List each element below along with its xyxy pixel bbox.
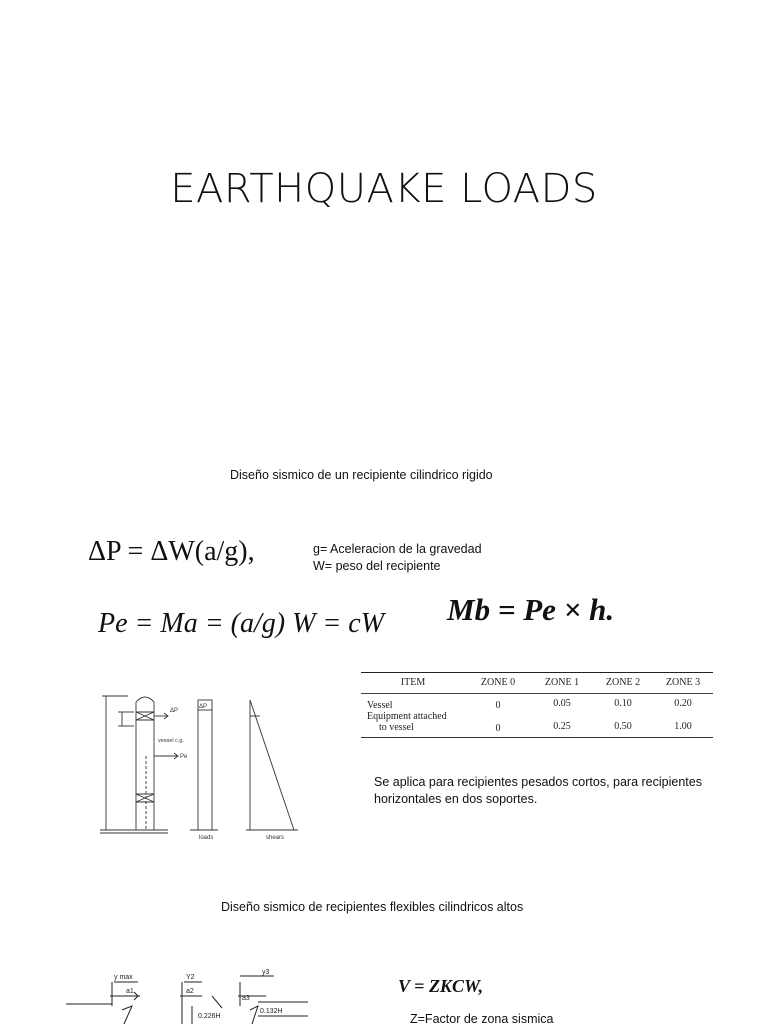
table-cell: 0.20 <box>674 698 692 709</box>
diagram-label-pe: Pe <box>180 754 188 760</box>
table-header-zone1: ZONE 1 <box>544 677 580 688</box>
diagram-label-shears: shears <box>266 835 285 841</box>
table-row <box>361 694 713 712</box>
table-row <box>361 711 713 738</box>
table-cell-item-line2: to vessel <box>379 722 414 733</box>
table-cell: 0 <box>495 723 501 734</box>
equation-delta-p: ΔP = ΔW(a/g), <box>88 536 255 567</box>
table-cell: 0.25 <box>553 721 571 732</box>
rigid-vessel-diagram <box>98 690 320 842</box>
z-factor-note: Z=Factor de zona sismica <box>410 1012 554 1026</box>
diagram-label: a3 <box>242 995 250 1002</box>
table-cell: 0.10 <box>614 698 632 709</box>
table-header-item: ITEM <box>400 677 426 688</box>
table-cell-item <box>361 711 465 738</box>
diagram-label: y max <box>114 974 133 981</box>
diagram-label-vessel-cg: vessel c.g. <box>158 738 184 744</box>
table-header-zone0: ZONE 0 <box>480 677 516 688</box>
table-header-zone2: ZONE 2 <box>605 677 641 688</box>
table-cell: 1.00 <box>674 721 692 732</box>
diagram-label-delta-p: ΔP <box>170 708 179 714</box>
diagram-label: Y2 <box>186 974 195 981</box>
diagram-label: 0.132H <box>260 1008 283 1015</box>
section1-caption: Diseño sismico de un recipiente cilindrico rigido <box>230 468 493 482</box>
diagram-label: 0.226H <box>198 1013 221 1020</box>
section2-caption: Diseño sismico de recipientes flexibles cilindricos altos <box>221 900 524 914</box>
diagram-label: y3 <box>262 969 270 976</box>
note-gravity: g= Aceleracion de la gravedad <box>313 542 482 556</box>
diagram-label-delta-p-bar: ΔP <box>199 704 208 710</box>
page-title: EARTHQUAKE LOADS <box>170 166 598 212</box>
applies-note: Se aplica para recipientes pesados cortos, para recipientes horizontales en dos soportes. <box>374 775 702 806</box>
table-cell: 0.05 <box>553 698 571 709</box>
diagram-label: a2 <box>186 988 194 995</box>
table-cell: 0.50 <box>614 721 632 732</box>
table-cell-item: Vessel <box>367 700 393 711</box>
note-weight: W= peso del recipiente <box>313 559 441 573</box>
definitions-note <box>313 541 482 575</box>
equation-v: V = ZKCW, <box>398 976 484 996</box>
equation-mb: Mb = Pe × h. <box>447 592 615 627</box>
equation-pe: Pe = Ma = (a/g) W = cW <box>98 608 385 639</box>
table-header-zone3: ZONE 3 <box>665 677 701 688</box>
zone-table <box>361 672 713 738</box>
flexible-vessel-diagram <box>62 966 312 1024</box>
diagram-label-loads: loads <box>199 835 214 841</box>
table-cell-item-line1: Equipment attached <box>367 711 447 722</box>
table-cell: 0 <box>495 700 501 711</box>
diagram-label: a1 <box>126 988 134 995</box>
